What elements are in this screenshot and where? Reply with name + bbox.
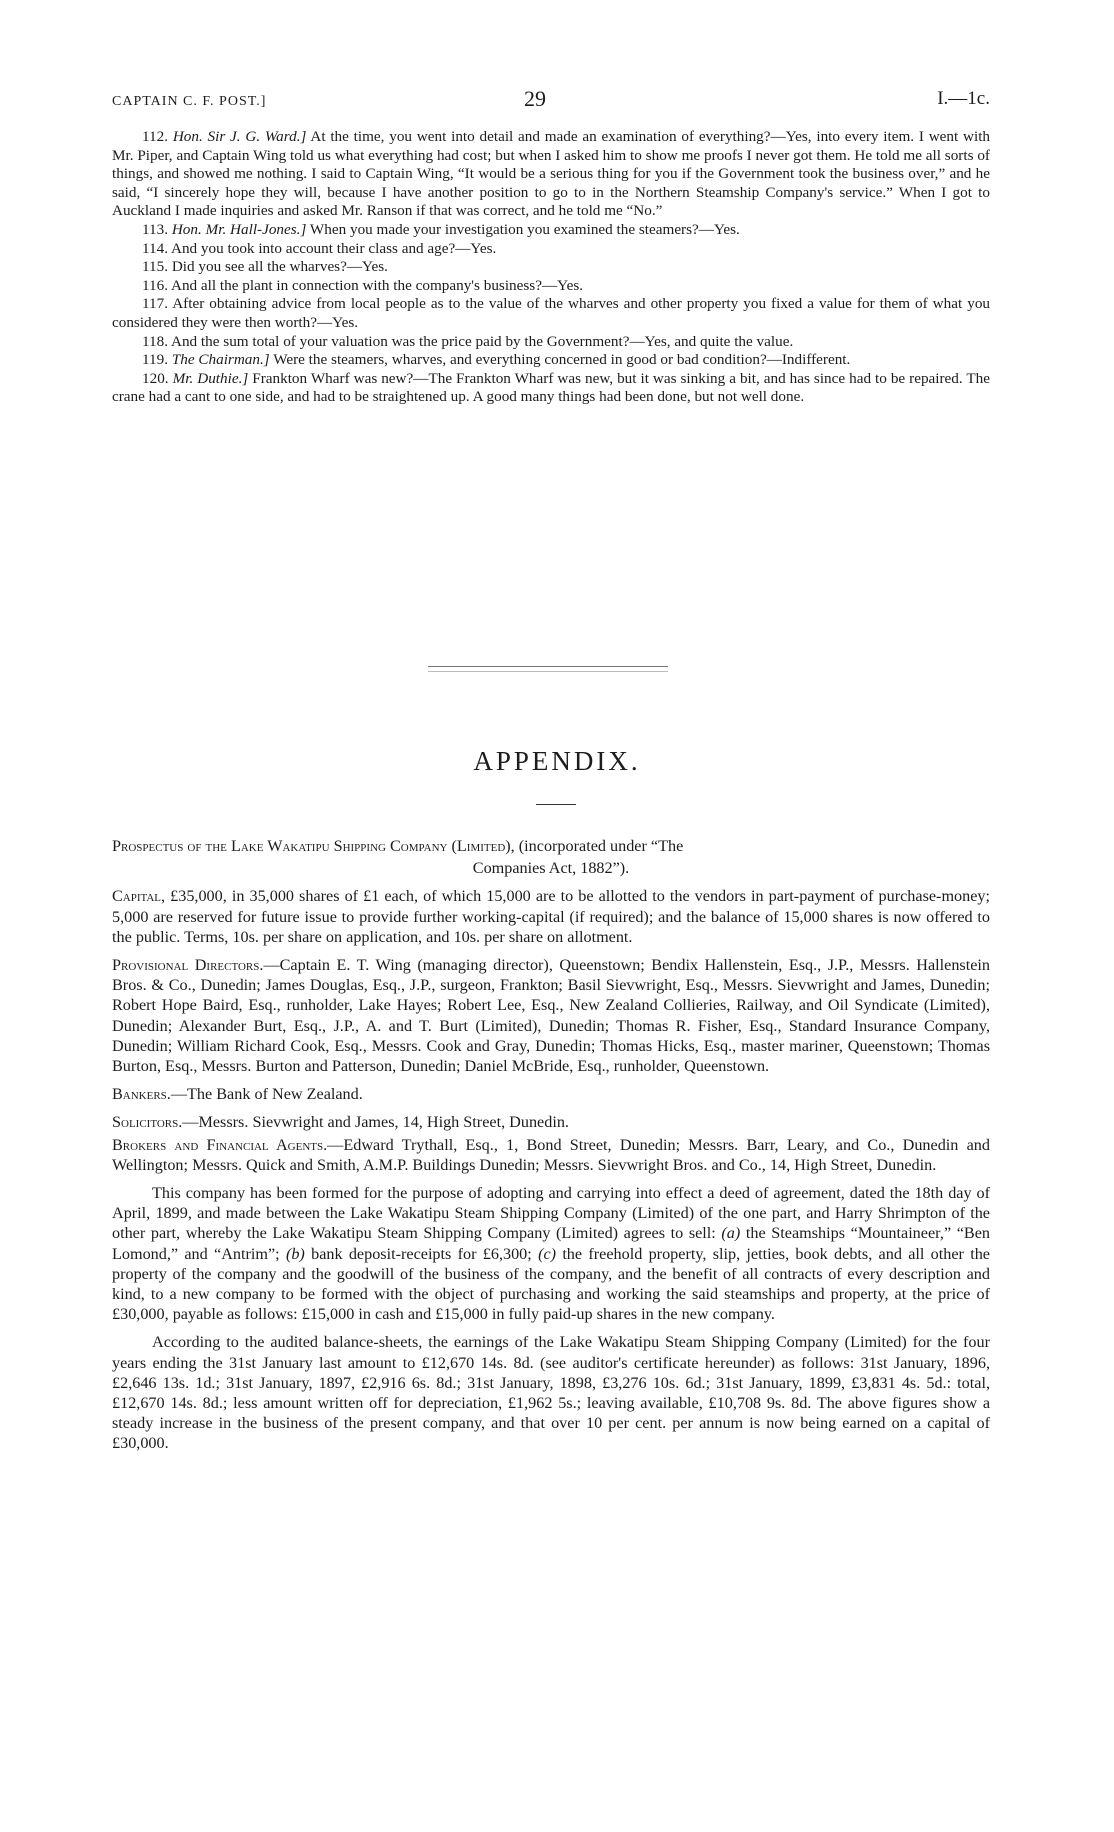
bankers-paragraph: Bankers.—The Bank of New Zealand.: [112, 1085, 363, 1104]
capital-paragraph: Capital, £35,000, in 35,000 shares of £1 each, of which 15,000 are to be allotted to the vendors in part-payment of purchase-money; 5,000 are reserved for future issue to provide further working-capital (if required); and the balance of 15,000 shares is now offered to the public. Terms, 10s. per share on application, and 10s. per share on allotment.: [112, 887, 990, 946]
appendix-body: [112, 836, 990, 1462]
evidence-section: [112, 128, 990, 407]
purpose-paragraph: This company has been formed for the purpose of adopting and carrying into effect a deed of agreement, dated the 18th day of April, 1899, and made between the Lake Wakatipu Steam Shipping Company (Limited) of the one part, and Harry Shrimpton of the other part, whereby the Lake Wakatipu Steam Shipping Company (Limited) agrees to sell: (a) the Steamships “Mountaineer,” “Ben Lomond,” and “Antrim”; (b) bank deposit-receipts for £6,300; (c) the freehold property, slip, jetties, book debts, and all other the property of the company and the goodwill of the business of the company, and the benefit of all contracts of every description and kind, to a new company to be formed with the object of purchasing and working the said steamships and property, at the price of £30,000, payable as follows: £15,000 in cash and £15,000 in fully paid-up shares in the new company.: [112, 1184, 990, 1324]
solicitors-paragraph: Solicitors.—Messrs. Sievwright and James, 14, High Street, Dunedin.: [112, 1113, 569, 1132]
prospectus-heading: Prospectus of the Lake Wakatipu Shipping Company (Limited), (incorporated under “The: [112, 837, 684, 855]
question-120: 120. Mr. Duthie.] Frankton Wharf was new?—The Frankton Wharf was new, but it was sinking a bit, and has since had to be repaired. The crane had a cant to one side, and had to be straightened up. A good many things had been done, but not well done.: [112, 369, 991, 406]
question-114: 114. And you took into account their class and age?—Yes.: [142, 239, 497, 257]
page-top: [112, 82, 990, 407]
earnings-paragraph: According to the audited balance-sheets, the earnings of the Lake Wakatipu Steam Shipping Company (Limited) for the four years ending the 31st January last amount to £12,670 14s. 8d. (see auditor's certificate hereunder) as follows: 31st January, 1896, £2,646 13s. 1d.; 31st January, 1897, £2,916 6s. 8d.; 31st January, 1898, £3,276 10s. 6d.; 31st January, 1899, £3,831 4s. 5d.: total, £12,670 14s. 8d.; less amount written off for depreciation, £1,962 5s.; leaving available, £10,708 9s. 8d. The above figures show a steady increase in the business of the present company, and that over 10 per cent. per annum is now being earned on a capital of £30,000.: [112, 1333, 990, 1453]
question-113: 113. Hon. Mr. Hall-Jones.] When you made your investigation you examined the steamers?—Yes.: [142, 220, 740, 238]
question-112: 112. Hon. Sir J. G. Ward.] At the time, you went into detail and made an examination of everything?—Yes, into every item. I went with Mr. Piper, and Captain Wing told us what everything had cost; but when I asked him to show me proofs I never got them. He told me all sorts of things, and showed me nothing. I said to Captain Wing, “It would be a serious thing for you if the Government took the business over,” and he said, “I sincerely hope they will, because I have another position to go to in the Northern Steamship Company's service.” When I got to Auckland I made inquiries and asked Mr. Ranson if that was correct, and he told me “No.”: [112, 128, 991, 220]
title-rule: [536, 804, 576, 805]
question-115: 115. Did you see all the wharves?—Yes.: [142, 258, 388, 276]
question-119: 119. The Chairman.] Were the steamers, wharves, and everything concerned in good or bad condition?—Indifferent.: [142, 351, 851, 369]
prospectus-heading-line2: Companies Act, 1882”).: [472, 859, 630, 878]
section-divider: [428, 666, 668, 672]
header-witness: CAPTAIN C. F. POST.]: [112, 94, 267, 109]
question-117: 117. After obtaining advice from local people as to the value of the wharves and other property you fixed a value for them of what you considered they were then worth?—Yes.: [112, 295, 991, 331]
page-number: 29: [524, 86, 546, 111]
paper-reference: I.—1c.: [937, 88, 990, 109]
appendix-title: APPENDIX.: [473, 746, 641, 776]
question-118: 118. And the sum total of your valuation was the price paid by the Government?—Yes, and quite the value.: [142, 332, 794, 350]
page-header: [112, 82, 990, 114]
question-116: 116. And all the plant in connection with the company's business?—Yes.: [142, 276, 584, 294]
brokers-paragraph: Brokers and Financial Agents.—Edward Trythall, Esq., 1, Bond Street, Dunedin; Messrs. Barr, Leary, and Co., Dunedin and Wellington; Messrs. Quick and Smith, A.M.P. Buildings Dunedin; Messrs. Sievwright Bros. and Co., 14, High Street, Dunedin.: [112, 1135, 990, 1174]
directors-paragraph: Provisional Directors.—Captain E. T. Wing (managing director), Queenstown; Bendix Hallenstein, Esq., J.P., Messrs. Hallenstein Bros. & Co., Dunedin; James Douglas, Esq., J.P., surgeon, Frankton; Basil Sievwright, Esq., Messrs. Sievwright and James, Dunedin; Robert Hope Baird, Esq., runholder, Lake Hayes; Robert Lee, Esq., New Zealand Collieries, Railway, and Oil Syndicate (Limited), Dunedin; Alexander Burt, Esq., J.P., A. and T. Burt (Limited), Dunedin; Thomas R. Fisher, Esq., Standard Insurance Company, Dunedin; William Richard Cook, Esq., Messrs. Cook and Gray, Dunedin; Thomas Hicks, Esq., master mariner, Queenstown; Thomas Burton, Esq., Messrs. Burton and Patterson, Dunedin; Daniel McBride, Esq., runholder, Queenstown.: [112, 956, 990, 1076]
